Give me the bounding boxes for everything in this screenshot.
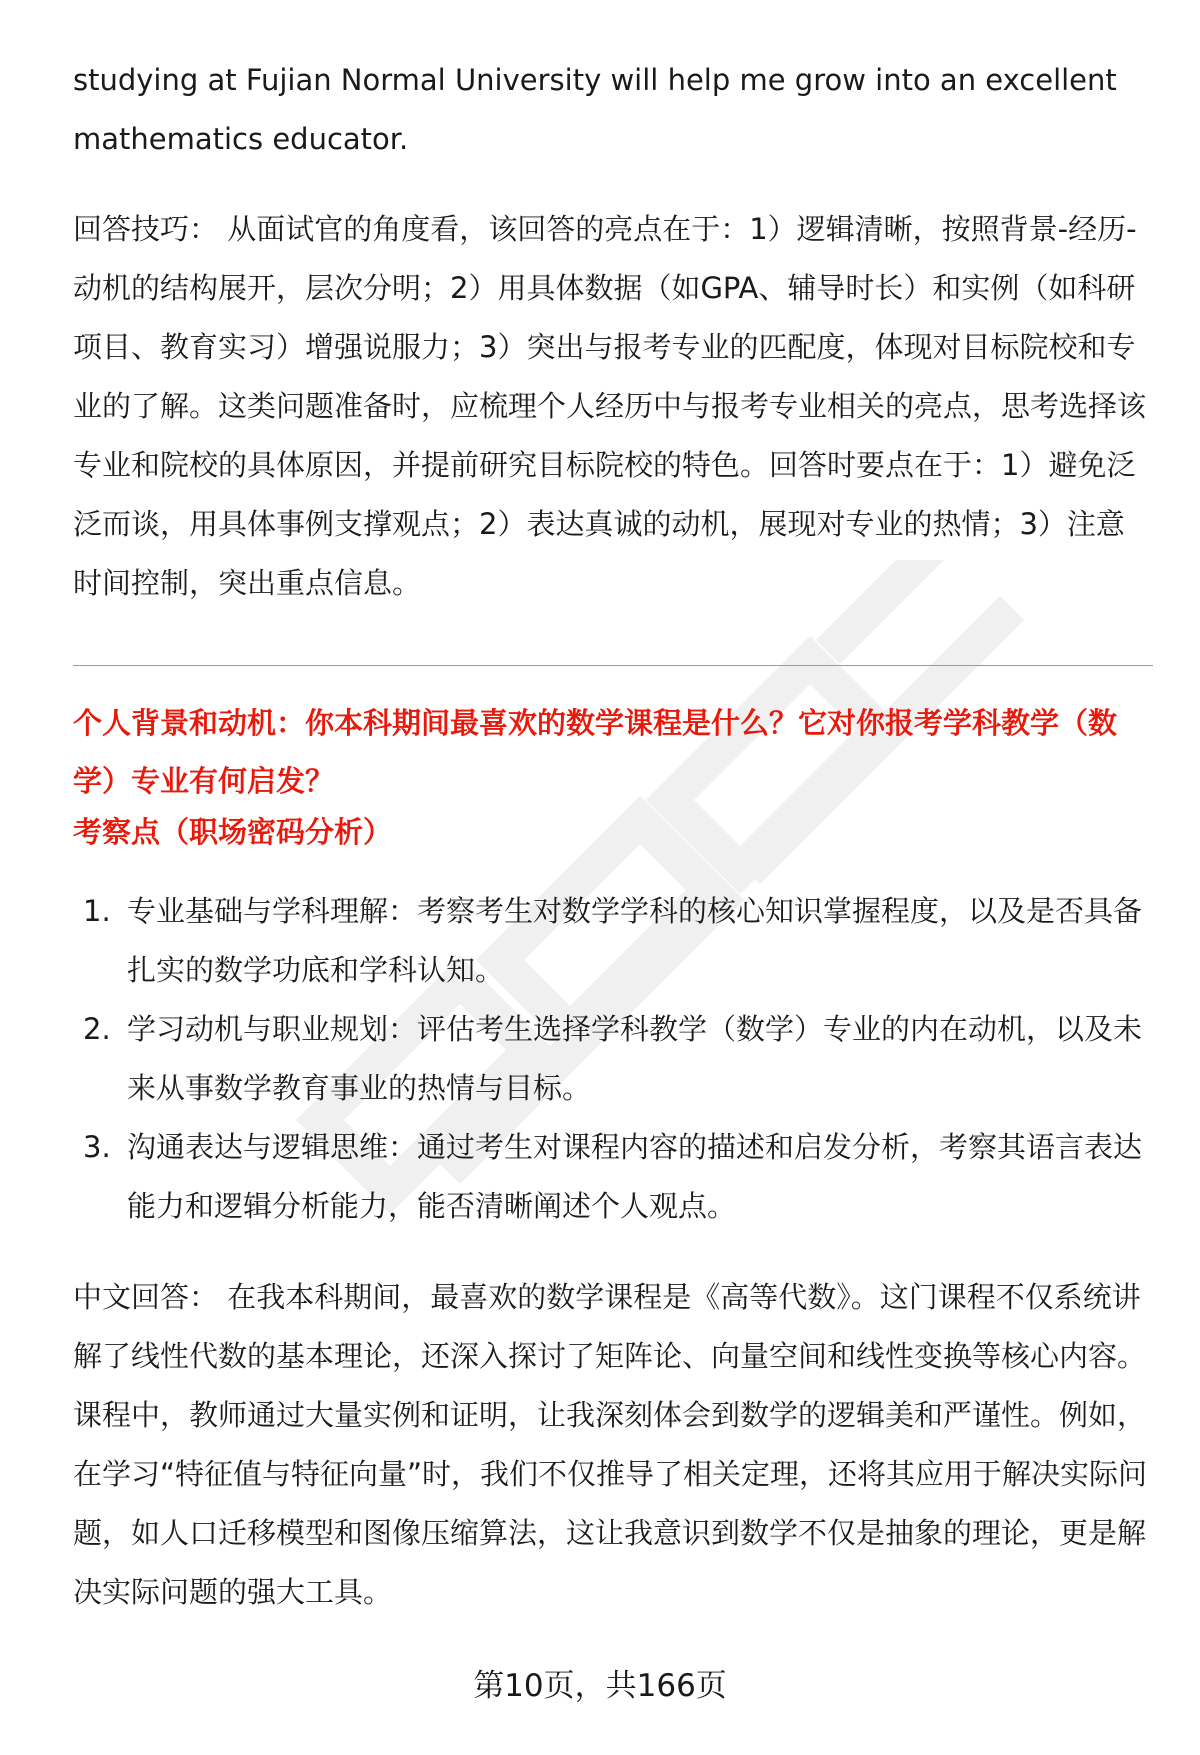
english-answer-continuation: studying at Fujian Normal University will help me grow into an excellent mathematics educator. [73, 63, 1117, 156]
list-item [73, 1118, 1153, 1236]
list-item-text: 学习动机与职业规划：评估考生选择学科教学（数学）专业的内在动机，以及未来从事数学教育事业的热情与目标。 [127, 1012, 1143, 1105]
list-item-number: 2. [83, 1012, 111, 1046]
section-divider [73, 665, 1153, 666]
assessment-points-heading: 考察点（职场密码分析） [73, 815, 393, 849]
list-item [73, 882, 1153, 1000]
list-item-number: 3. [83, 1130, 111, 1164]
list-item-text: 沟通表达与逻辑思维：通过考生对课程内容的描述和启发分析，考察其语言表达能力和逻辑分析能力，能否清晰阐述个人观点。 [127, 1130, 1143, 1223]
assessment-points-list [73, 882, 1153, 1236]
answer-tips-paragraph: 回答技巧： 从面试官的角度看，该回答的亮点在于：1）逻辑清晰，按照背景-经历-动机的结构展开，层次分明；2）用具体数据（如GPA、辅导时长）和实例（如科研项目、教育实习）增强说服力；3）突出与报考专业的匹配度，体现对目标院校和专业的了解。这类问题准备时，应梳理个人经历中与报考专业相关的亮点，思考选择该专业和院校的具体原因，并提前研究目标院校的特色。回答时要点在于：1）避免泛泛而谈，用具体事例支撑观点；2）表达真诚的动机，展现对专业的热情；3）注意时间控制，突出重点信息。 [73, 212, 1147, 600]
chinese-answer-paragraph: 中文回答： 在我本科期间，最喜欢的数学课程是《高等代数》。这门课程不仅系统讲解了线性代数的基本理论，还深入探讨了矩阵论、向量空间和线性变换等核心内容。课程中，教师通过大量实例和证明，让我深刻体会到数学的逻辑美和严谨性。例如，在学习“特征值与特征向量”时，我们不仅推导了相关定理，还将其应用于解决实际问题，如人口迁移模型和图像压缩算法，这让我意识到数学不仅是抽象的理论，更是解决实际问题的强大工具。 [73, 1280, 1148, 1609]
list-item-number: 1. [83, 894, 111, 928]
list-item-text: 专业基础与学科理解：考察考生对数学学科的核心知识掌握程度，以及是否具备扎实的数学功底和学科认知。 [127, 894, 1143, 987]
page-number-footer: 第10页，共166页 [473, 1668, 727, 1704]
interview-question: 个人背景和动机：你本科期间最喜欢的数学课程是什么？它对你报考学科教学（数学）专业有何启发？ [73, 706, 1118, 798]
list-item [73, 1000, 1153, 1118]
